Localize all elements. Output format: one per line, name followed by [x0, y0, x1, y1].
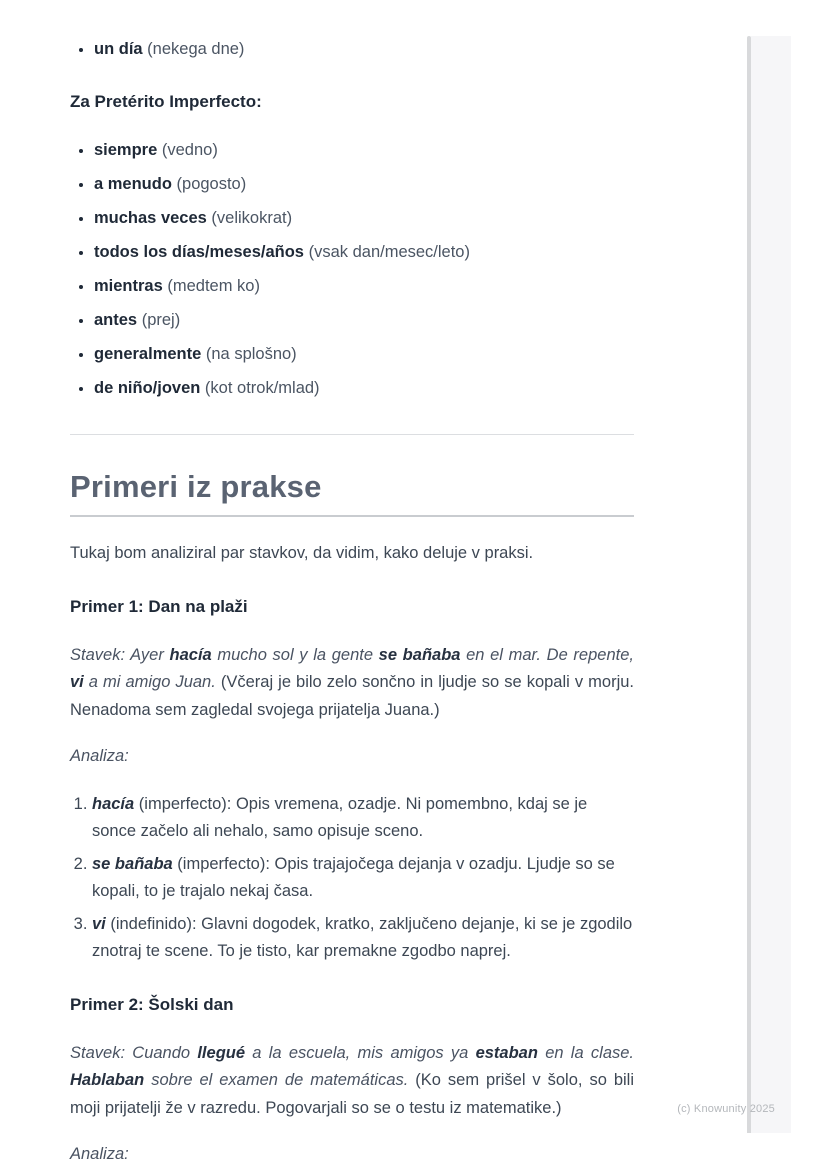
text-run: mucho sol y la gente: [211, 645, 379, 664]
text-run: (indefinido): Glavni dogodek, kratko, zaključeno dejanje, ki se je zgodilo znotraj te scene. To je tisto, kar premakne zgodbo naprej.: [92, 914, 633, 960]
text-run: hacía: [92, 794, 135, 813]
section-divider: [70, 434, 634, 435]
section-title-underline: [70, 515, 634, 517]
term-text: siempre: [94, 141, 158, 159]
text-run: Hablaban: [70, 1071, 145, 1089]
list-item: [94, 341, 634, 368]
text-run: se bañaba: [92, 854, 173, 873]
text-run: a la escuela, mis amigos ya: [245, 1043, 476, 1062]
imperfecto-heading: Za Pretérito Imperfecto:: [70, 92, 262, 111]
translation-text: (na splošno): [201, 345, 297, 363]
vertical-scrollbar[interactable]: [747, 36, 751, 1133]
text-run: vi: [70, 673, 84, 691]
translation-text: (velikokrat): [206, 209, 293, 227]
next-page-edge: [751, 36, 791, 1133]
text-run: estaban: [475, 1043, 538, 1062]
term-text: todos los días/meses/años: [94, 243, 304, 261]
text-run: vi: [92, 914, 106, 933]
example-2-sentence: [70, 1040, 634, 1123]
list-item: [94, 171, 634, 198]
translation-text: (kot otrok/mlad): [200, 379, 320, 397]
translation-text: (pogosto): [171, 175, 247, 193]
text-run: se bañaba: [378, 645, 461, 664]
text-run: (imperfecto): Opis vremena, ozadje. Ni pomembno, kdaj se je sonce začelo ali nehalo, samo opisuje sceno.: [92, 794, 588, 840]
term-text: mientras: [94, 277, 163, 295]
text-run: llegué: [197, 1043, 246, 1062]
term-text: generalmente: [94, 345, 202, 363]
example-2-title: Primer 2: Šolski dan: [70, 994, 234, 1014]
term-text: antes: [94, 311, 138, 329]
term-text: un día: [94, 40, 143, 58]
translation-text: (nekega dne): [142, 40, 245, 58]
translation-text: (vsak dan/mesec/leto): [304, 243, 470, 261]
text-run: a mi amigo Juan.: [83, 673, 221, 691]
term-text: muchas veces: [94, 209, 207, 227]
text-run: (Ko sem prišel v šolo, so bili moji prijatelji že v razredu. Pogovarjali so se o testu iz matematike.): [70, 1071, 634, 1117]
list-item: [94, 273, 634, 300]
list-item: [94, 239, 634, 266]
example-1-analysis-label: Analiza:: [70, 747, 129, 765]
list-item: [94, 137, 634, 164]
list-item: [94, 205, 634, 232]
text-run: hacía: [169, 645, 212, 664]
term-text: de niño/joven: [94, 379, 201, 397]
translation-text: (medtem ko): [162, 277, 260, 295]
time-markers-list-top: [70, 36, 634, 63]
list-item: [94, 36, 634, 63]
list-item: [94, 375, 634, 402]
text-run: (imperfecto): Opis trajajočega dejanja v ozadju. Ljudje so se kopali, to je trajalo nekaj časa.: [92, 854, 615, 900]
analysis-item: [92, 791, 634, 846]
imperfecto-markers-list: [70, 137, 634, 402]
example-2-analysis-label: Analiza:: [70, 1145, 129, 1163]
example-1-sentence: [70, 642, 634, 725]
text-run: Stavek: Ayer: [70, 645, 170, 664]
list-item: [94, 307, 634, 334]
example-1-analysis-list: [70, 791, 634, 966]
text-run: en la clase.: [537, 1043, 635, 1062]
text-run: sobre el examen de matemáticas.: [144, 1071, 416, 1089]
text-run: en el mar. De repente,: [460, 645, 634, 664]
analysis-item: [92, 911, 634, 966]
text-run: (Včeraj je bilo zelo sončno in ljudje so se kopali v morju. Nenadoma sem zagledal svojega prijatelja Juana.): [70, 673, 634, 719]
copyright-footer: (c) Knowunity 2025: [677, 1103, 775, 1115]
page-content: [70, 36, 634, 1169]
analysis-item: [92, 851, 634, 906]
section-title: Primeri iz prakse: [70, 469, 322, 504]
example-1-title: Primer 1: Dan na plaži: [70, 596, 248, 616]
translation-text: (prej): [137, 311, 181, 329]
text-run: Stavek: Cuando: [70, 1043, 198, 1062]
section-intro: Tukaj bom analiziral par stavkov, da vidim, kako deluje v praksi.: [70, 544, 534, 562]
term-text: a menudo: [94, 175, 172, 193]
translation-text: (vedno): [157, 141, 218, 159]
